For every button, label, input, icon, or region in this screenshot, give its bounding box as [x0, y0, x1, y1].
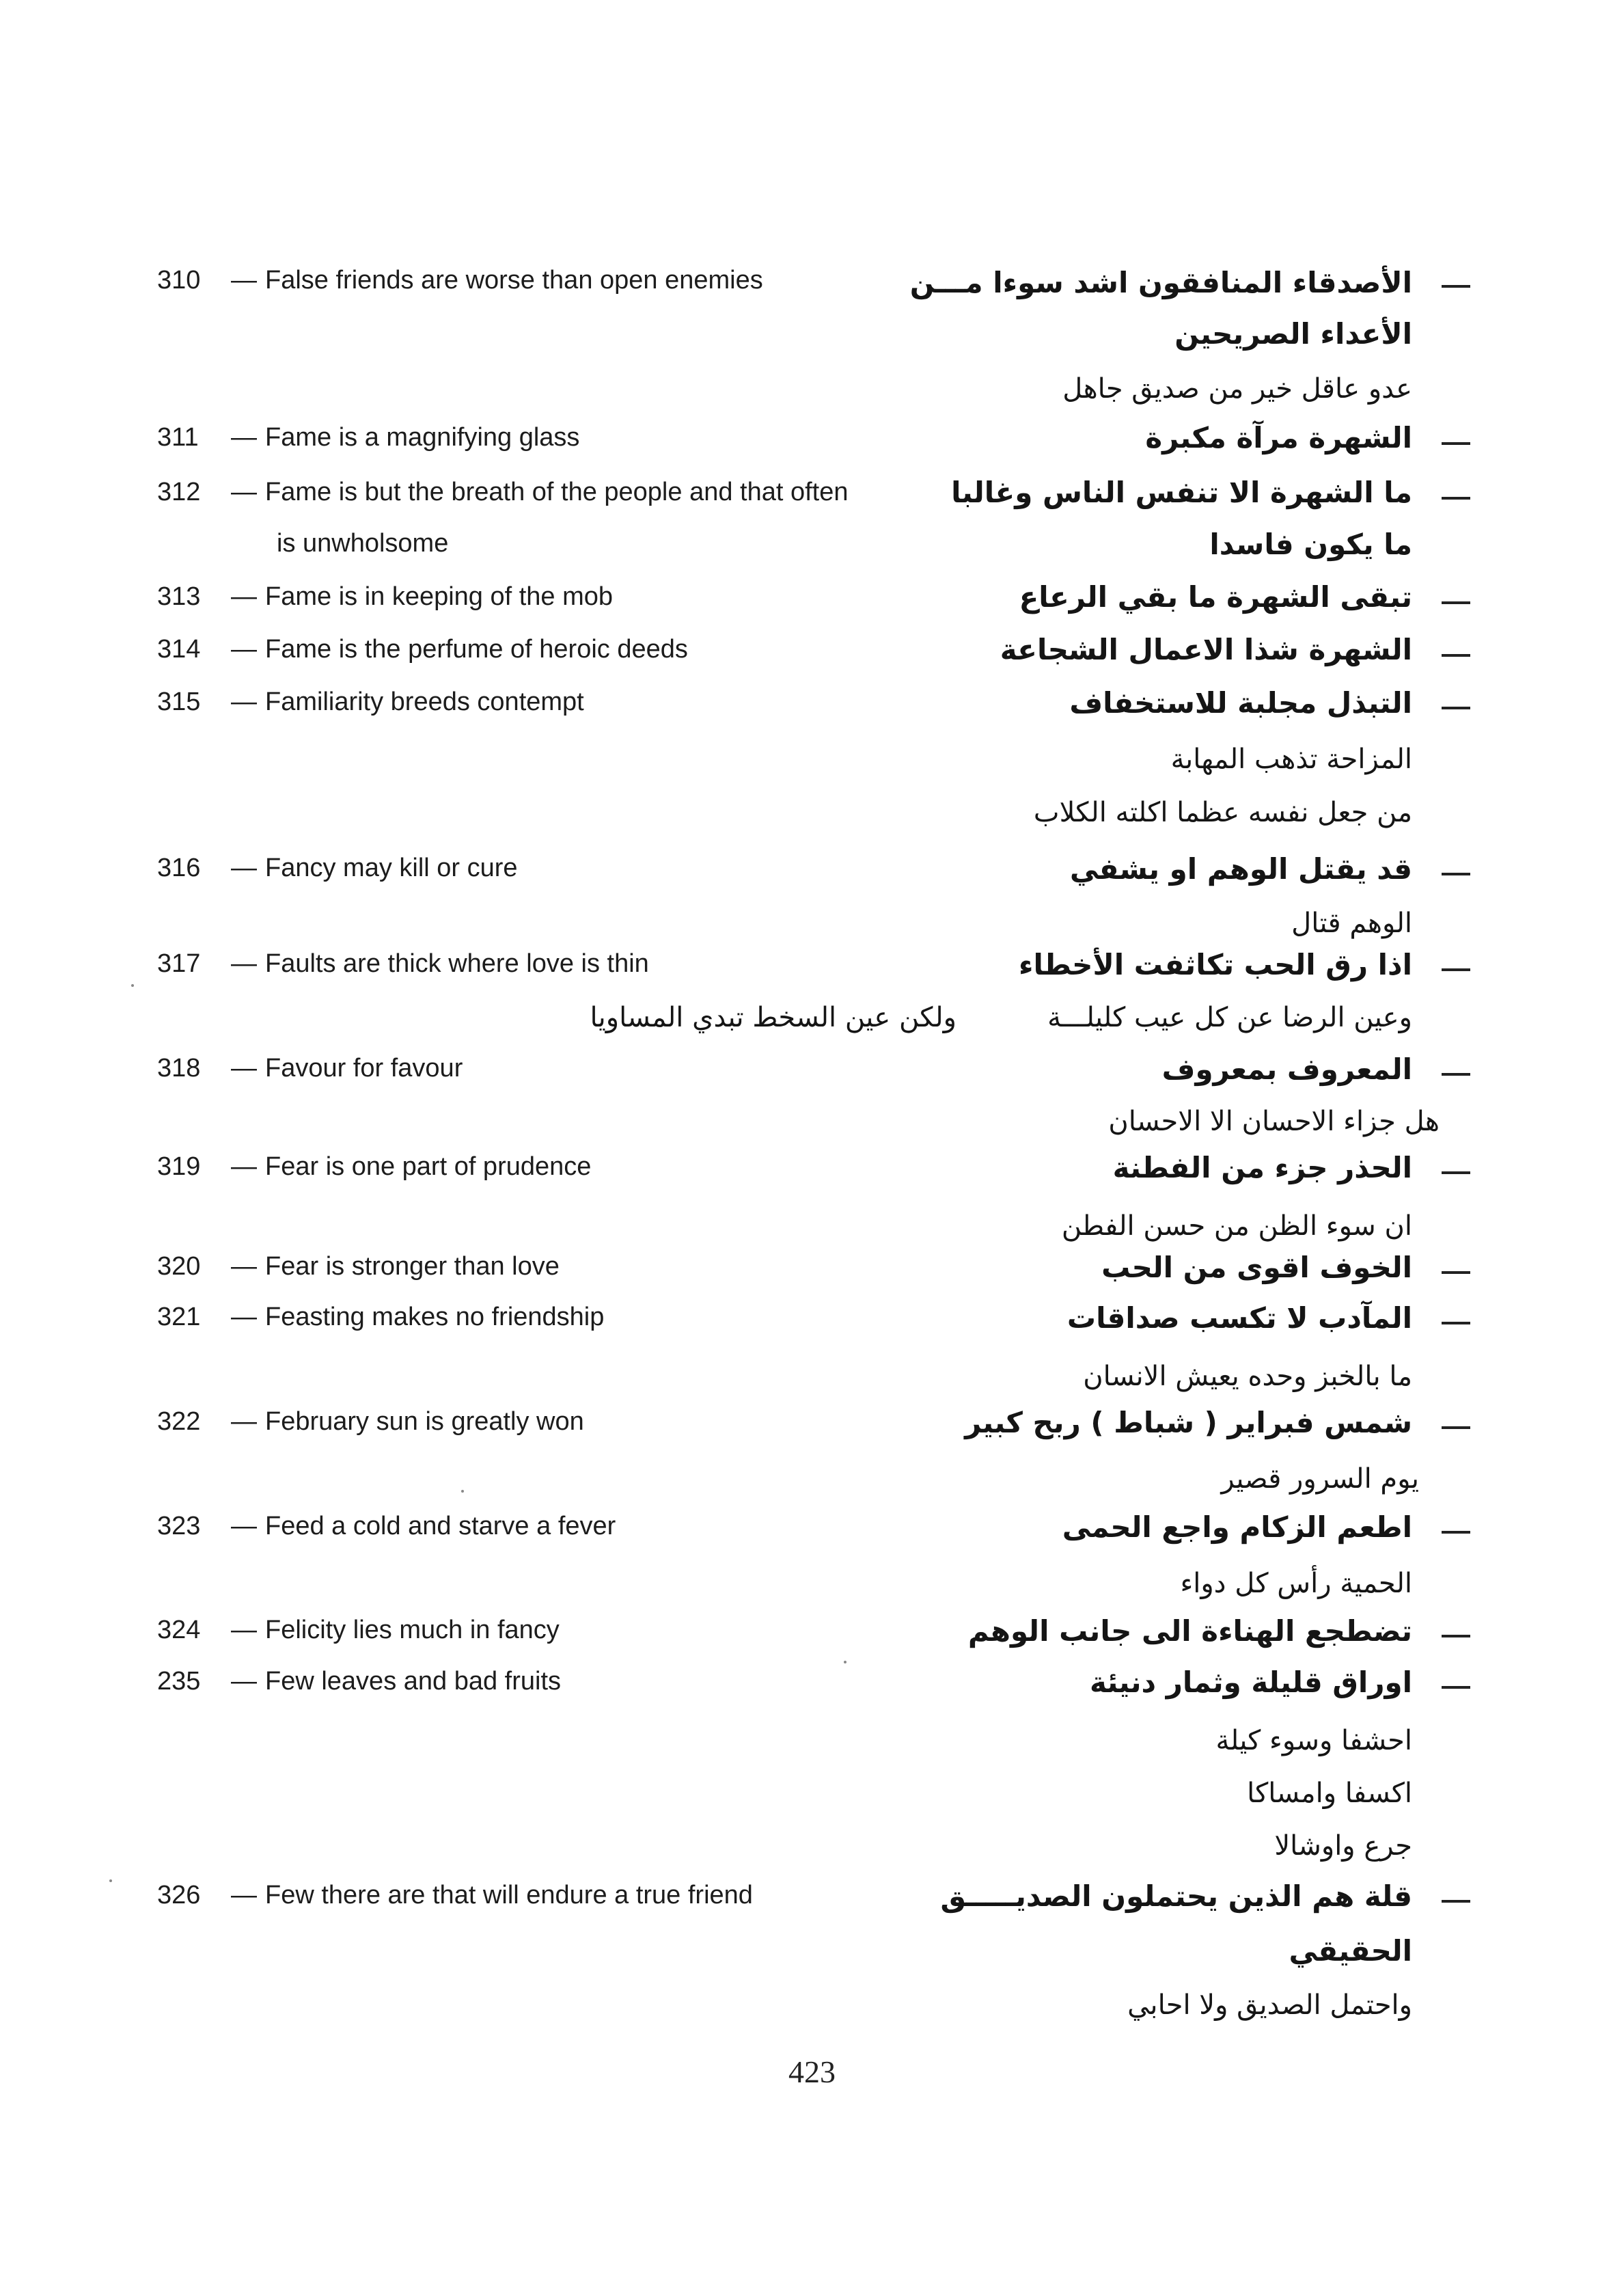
english-proverb: Fear is stronger than love [265, 1252, 560, 1281]
bullet-dash [1442, 1171, 1470, 1174]
scan-speck [131, 984, 134, 987]
english-proverb: Faults are thick where love is thin [265, 949, 649, 978]
entry-number: 319 [157, 1152, 201, 1181]
entry-number: 326 [157, 1881, 201, 1909]
arabic-proverb: تبقى الشهرة ما بقي الرعاع [1019, 580, 1412, 614]
bullet-dash [1442, 873, 1470, 875]
dash: — [231, 1407, 257, 1436]
english-proverb: Few leaves and bad fruits [265, 1667, 562, 1696]
arabic-proverb: الشهرة شذا الاعمال الشجاعة [1000, 633, 1412, 666]
arabic-equivalent: ما بالخبز وحده يعيش الانسان [1083, 1361, 1412, 1392]
english-proverb: Fear is one part of prudence [265, 1152, 592, 1181]
arabic-equivalent: الحمية رأس كل دواء [1180, 1568, 1412, 1599]
bullet-dash [1442, 1271, 1470, 1274]
arabic-proverb-continuation: الحقيقي [1289, 1934, 1412, 1968]
arabic-proverb: ما الشهرة الا تنفس الناس وغالبا [951, 476, 1412, 509]
dash: — [231, 688, 257, 716]
dash: — [231, 1152, 257, 1181]
dash: — [231, 1881, 257, 1909]
english-proverb: Fame is but the breath of the people and that often [265, 478, 849, 506]
entry-number: 324 [157, 1616, 201, 1644]
arabic-proverb-continuation: ما يكون فاسدا [1209, 528, 1412, 561]
english-proverb: Felicity lies much in fancy [265, 1616, 560, 1644]
english-proverb: Fancy may kill or cure [265, 854, 518, 882]
scan-speck [109, 1879, 112, 1882]
arabic-equivalent: يوم السرور قصير [1221, 1463, 1419, 1495]
entry-number: 317 [157, 949, 201, 978]
arabic-equivalent: من جعل نفسه عظما اكلته الكلاب [1033, 797, 1412, 828]
english-proverb: February sun is greatly won [265, 1407, 584, 1436]
arabic-proverb: قد يقتل الوهم او يشفي [1069, 852, 1412, 886]
bullet-dash [1442, 1322, 1470, 1324]
arabic-equivalent: هل جزاء الاحسان الا الاحسان [1108, 1106, 1440, 1137]
arabic-verse-second-half: ولكن عين السخط تبدي المساويا [590, 1002, 956, 1033]
arabic-proverb: الحذر جزء من الفطنة [1112, 1151, 1412, 1184]
bullet-dash [1442, 1900, 1470, 1903]
arabic-proverb: قلة هم الذين يحتملون الصديـــــق [940, 1879, 1412, 1913]
english-proverb: Feasting makes no friendship [265, 1303, 605, 1331]
entry-number: 316 [157, 854, 201, 882]
entry-number: 235 [157, 1667, 201, 1696]
english-proverb: Favour for favour [265, 1054, 463, 1083]
english-proverb: Feed a cold and starve a fever [265, 1512, 616, 1540]
english-proverb: Fame is a magnifying glass [265, 423, 580, 452]
arabic-verse-first-half: وعين الرضا عن كل عيب كليلـــة [1047, 1002, 1412, 1033]
dash: — [231, 423, 257, 452]
arabic-proverb: اوراق قليلة وثمار دنيئة [1090, 1666, 1412, 1699]
bullet-dash [1442, 285, 1470, 288]
arabic-proverb: اطعم الزكام واجع الحمى [1062, 1510, 1412, 1544]
arabic-proverb: الشهرة مرآة مكبرة [1145, 421, 1412, 454]
bullet-dash [1442, 1531, 1470, 1534]
scan-speck [844, 1661, 847, 1663]
arabic-equivalent: واحتمل الصديق ولا احابي [1127, 1989, 1412, 2021]
english-proverb-continuation: is unwholsome [277, 529, 449, 558]
arabic-equivalent: الوهم قتال [1291, 908, 1412, 939]
entry-number: 312 [157, 478, 201, 506]
english-proverb: Few there are that will endure a true friend [265, 1881, 753, 1909]
entry-number: 318 [157, 1054, 201, 1083]
page-number: 423 [788, 2054, 836, 2089]
arabic-proverb: المآدب لا تكسب صداقات [1066, 1301, 1412, 1335]
entry-number: 323 [157, 1512, 201, 1540]
bullet-dash [1442, 497, 1470, 500]
arabic-equivalent: ان سوء الظن من حسن الفطن [1061, 1210, 1412, 1242]
english-proverb: False friends are worse than open enemies [265, 266, 763, 295]
entry-number: 322 [157, 1407, 201, 1436]
arabic-proverb: شمس فبراير ( شباط ) ربح كبير [965, 1406, 1412, 1439]
arabic-proverb: تضطجع الهناءة الى جانب الوهم [967, 1614, 1412, 1648]
dash: — [231, 949, 257, 978]
dash: — [231, 582, 257, 611]
bullet-dash [1442, 1686, 1470, 1689]
arabic-proverb: اذا رق الحب تكاثفت الأخطاء [1019, 948, 1412, 981]
dash: — [231, 1303, 257, 1331]
arabic-proverb: الأصدقاء المنافقون اشد سوءا مـــن [909, 266, 1412, 299]
arabic-equivalent: عدو عاقل خير من صديق جاهل [1062, 373, 1412, 405]
bullet-dash [1442, 1635, 1470, 1637]
arabic-equivalent: احشفا وسوء كيلة [1215, 1725, 1412, 1756]
dash: — [231, 1054, 257, 1083]
bullet-dash [1442, 1073, 1470, 1076]
dash: — [231, 1512, 257, 1540]
bullet-dash [1442, 442, 1470, 445]
dash: — [231, 266, 257, 295]
english-proverb: Fame is in keeping of the mob [265, 582, 614, 611]
entry-number: 310 [157, 266, 201, 295]
dash: — [231, 1616, 257, 1644]
arabic-proverb-continuation: الأعداء الصريحين [1174, 317, 1412, 351]
bullet-dash [1442, 968, 1470, 971]
dash: — [231, 1667, 257, 1696]
english-proverb: Fame is the perfume of heroic deeds [265, 635, 688, 664]
entry-number: 315 [157, 688, 201, 716]
dash: — [231, 478, 257, 506]
arabic-proverb: الخوف اقوى من الحب [1101, 1251, 1412, 1284]
dash: — [231, 635, 257, 664]
bullet-dash [1442, 601, 1470, 604]
entry-number: 320 [157, 1252, 201, 1281]
entry-number: 321 [157, 1303, 201, 1331]
arabic-equivalent: جرع واوشالا [1274, 1830, 1412, 1862]
bullet-dash [1442, 707, 1470, 709]
bullet-dash [1442, 654, 1470, 657]
entry-number: 311 [157, 423, 199, 452]
arabic-equivalent: اكسفا وامساكا [1247, 1778, 1412, 1809]
arabic-proverb: التبذل مجلبة للاستخفاف [1069, 686, 1412, 720]
scan-speck [461, 1490, 464, 1493]
entry-number: 314 [157, 635, 201, 664]
dash: — [231, 1252, 257, 1281]
entry-number: 313 [157, 582, 201, 611]
english-proverb: Familiarity breeds contempt [265, 688, 584, 716]
arabic-proverb: المعروف بمعروف [1161, 1052, 1412, 1086]
bullet-dash [1442, 1426, 1470, 1429]
dash: — [231, 854, 257, 882]
arabic-equivalent: المزاحة تذهب المهابة [1170, 744, 1412, 775]
